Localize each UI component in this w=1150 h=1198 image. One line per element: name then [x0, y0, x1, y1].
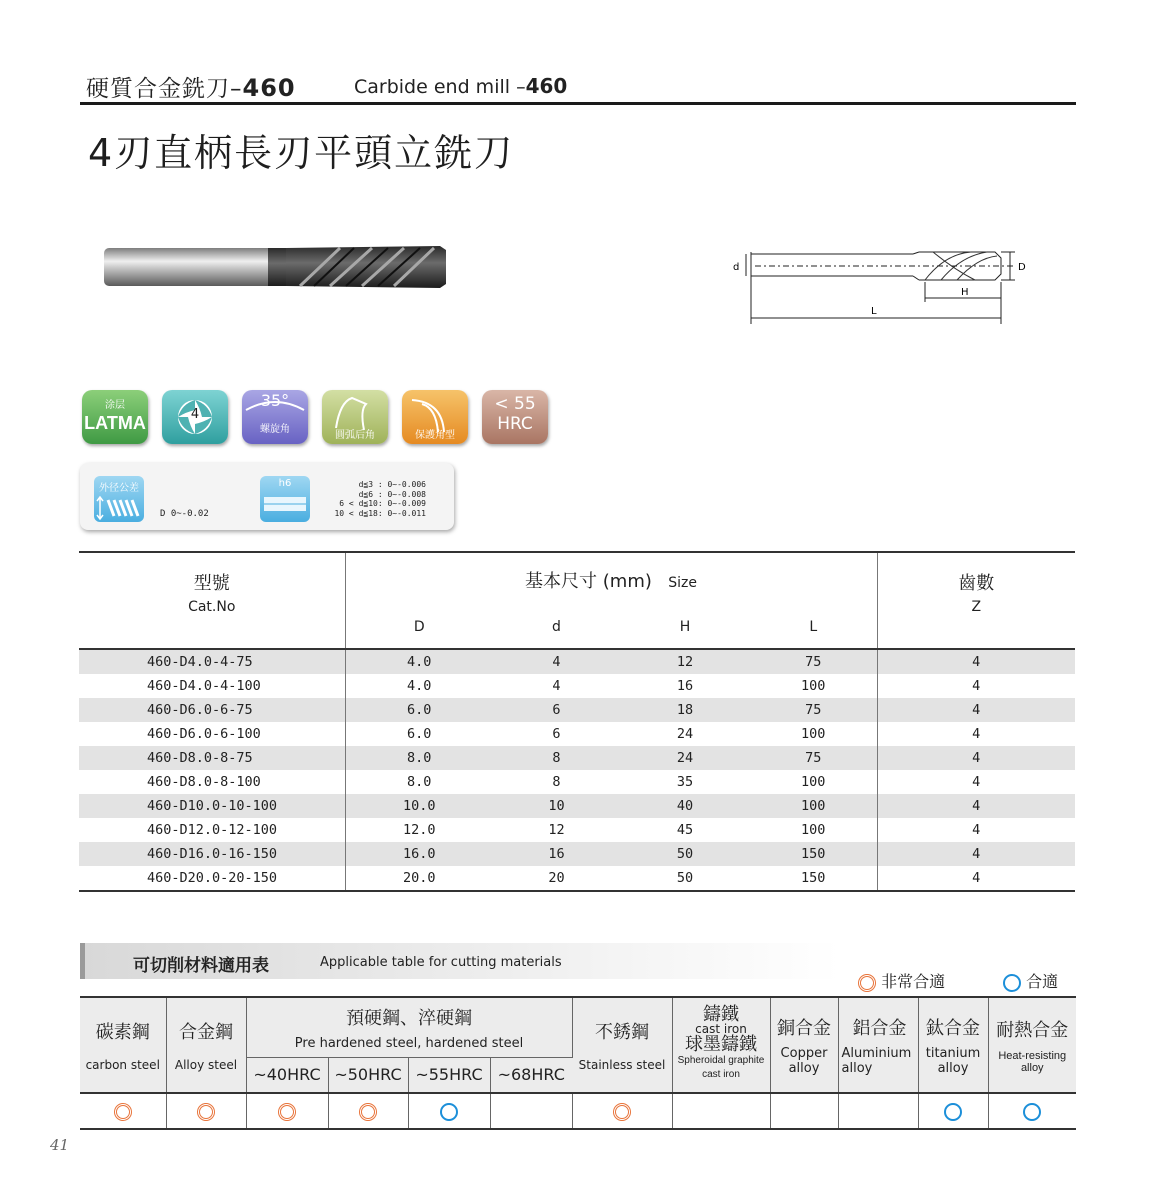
- helix-angle-caption: 螺旋角: [260, 424, 290, 435]
- very-suitable-icon: [197, 1103, 215, 1121]
- suitability-cell: [166, 1093, 246, 1129]
- copper-alloy-cn: 銅合金: [777, 1018, 831, 1039]
- D-cell: 12.0: [402, 822, 436, 838]
- alloy-steel-header: [166, 997, 246, 1093]
- cat-no-cell: 460-D10.0-10-100: [79, 794, 345, 818]
- suitability-cell: [918, 1093, 988, 1129]
- coating-label: LATMA: [84, 413, 146, 433]
- cat-no-header-en: Cat.No: [188, 599, 236, 615]
- flute-count-icon: [162, 390, 228, 444]
- outer-diameter-tolerance-icon: [94, 476, 144, 522]
- H-cell: 18: [620, 698, 750, 722]
- label-H: H: [961, 287, 969, 298]
- shank-tolerance-row: d≦6 : 0~-0.008: [358, 489, 426, 499]
- protection-angle-icon: [402, 390, 468, 444]
- cast-iron-header: [672, 997, 770, 1093]
- outer-tolerance-value: D 0~-0.02: [160, 509, 209, 519]
- L-cell: 100: [801, 678, 826, 694]
- titanium-alloy-en-1: titanium: [925, 1046, 981, 1061]
- materials-title-en: Applicable table for cutting materials: [320, 955, 562, 970]
- outer-tolerance-label: 外径公差: [99, 483, 139, 494]
- label-D: D: [1018, 262, 1026, 273]
- H-cell: 50: [676, 870, 694, 886]
- aluminium-alloy-en-1: Aluminium: [841, 1046, 912, 1061]
- helix-angle-value: 35°: [260, 391, 290, 410]
- teeth-cell: 4: [877, 698, 1075, 722]
- teeth-cell: 4: [877, 649, 1075, 674]
- hardened-steel-header: [246, 997, 572, 1057]
- teeth-cell: 4: [877, 818, 1075, 842]
- legend-suitable: [1003, 969, 1058, 992]
- dimension-drawing: [725, 240, 1035, 330]
- flute-count: 4: [190, 407, 200, 422]
- alloy-steel-cn: 合金鋼: [179, 1022, 233, 1043]
- suitability-cell: [672, 1093, 770, 1129]
- cat-no-cell: 460-D6.0-6-100: [79, 722, 345, 746]
- cat-no-cell: 460-D4.0-4-75: [79, 649, 345, 674]
- series-title-cn: [86, 70, 296, 103]
- hardness-icon: [482, 390, 548, 444]
- H-cell: 24: [676, 726, 694, 742]
- teeth-cell: 4: [877, 770, 1075, 794]
- D-cell: 10.0: [345, 794, 493, 818]
- D-cell: 16.0: [345, 842, 493, 866]
- teeth-cell: 4: [877, 842, 1075, 866]
- cat-no-header-cn: 型號: [193, 573, 230, 594]
- copper-alloy-en-2: alloy: [788, 1061, 820, 1076]
- coating-icon: [82, 390, 148, 444]
- copper-alloy-en-1: Copper: [780, 1046, 828, 1061]
- d-cell: 10: [493, 794, 620, 818]
- teeth-header: [877, 552, 1075, 649]
- very-suitable-icon: [613, 1103, 631, 1121]
- very-suitable-icon: [278, 1103, 296, 1121]
- D-cell: 20.0: [402, 870, 436, 886]
- aluminium-alloy-cn: 鋁合金: [852, 1018, 907, 1039]
- table-row: [79, 866, 1075, 891]
- table-row: [79, 818, 1075, 842]
- heat-resisting-alloy-en-2: alloy: [1020, 1062, 1044, 1074]
- L-cell: 150: [750, 842, 877, 866]
- series-title-en: [354, 74, 567, 98]
- shank-tolerance-row: 6 < d≦10: 0~-0.009: [339, 499, 426, 508]
- materials-table: [80, 996, 1076, 1130]
- D-cell: 6.0: [345, 698, 493, 722]
- very-suitable-icon: [858, 974, 876, 992]
- H-cell: 35: [676, 774, 694, 790]
- suitability-cell: [80, 1093, 166, 1129]
- cat-no-cell: 460-D16.0-16-150: [79, 842, 345, 866]
- D-cell: 6.0: [407, 726, 432, 742]
- header-divider: [80, 102, 1076, 105]
- cat-no-cell: 460-D6.0-6-75: [79, 698, 345, 722]
- grade-55hrc: ~55HRC: [408, 1057, 490, 1093]
- suitability-cell: [572, 1093, 672, 1129]
- series-model-en: 460: [525, 74, 568, 98]
- very-suitable-icon: [114, 1103, 132, 1121]
- teeth-cell: 4: [877, 746, 1075, 770]
- table-row: [79, 842, 1075, 866]
- d-cell: 8: [493, 746, 620, 770]
- suitable-icon: [1003, 974, 1021, 992]
- stainless-steel-header: [572, 997, 672, 1093]
- label-d: d: [733, 262, 740, 273]
- cat-no-header: [79, 552, 345, 649]
- D-cell: 4.0: [407, 678, 432, 694]
- suitability-cell: [246, 1093, 328, 1129]
- L-cell: 100: [750, 794, 877, 818]
- copper-alloy-header: [770, 997, 838, 1093]
- shank-tolerance-row: 10 < d≦18: 0~-0.011: [334, 508, 426, 518]
- very-suitable-icon: [359, 1103, 377, 1121]
- relief-angle-caption: 圓弧后角: [335, 430, 375, 441]
- product-title: 4刃直柄長刃平頭立銑刀: [88, 131, 515, 175]
- table-row: [79, 674, 1075, 698]
- L-cell: 75: [750, 746, 877, 770]
- table-row: [79, 770, 1075, 794]
- d-cell: 4: [493, 649, 620, 674]
- H-cell: 50: [620, 842, 750, 866]
- table-row: [79, 746, 1075, 770]
- relief-angle-icon: [322, 390, 388, 444]
- teeth-cell: 4: [877, 722, 1075, 746]
- shank-tolerance-table: [318, 480, 426, 518]
- aluminium-alloy-en-2: alloy: [841, 1061, 873, 1076]
- size-header-cn: 基本尺寸 (mm): [525, 570, 652, 592]
- carbon-steel-cn: 碳素鋼: [95, 1022, 150, 1043]
- suitability-cell: [838, 1093, 918, 1129]
- hardness-unit: HRC: [497, 414, 533, 434]
- shank-tolerance-row: d≦3 : 0~-0.006: [358, 480, 426, 489]
- d-cell: 8: [552, 774, 561, 790]
- series-prefix-cn: 硬質合金銑刀–: [86, 76, 243, 102]
- materials-title-edge: [80, 943, 85, 979]
- H-cell: 12: [620, 649, 750, 674]
- L-cell: 75: [750, 649, 877, 674]
- heat-resisting-alloy-en-1: Heat-resisting: [998, 1050, 1067, 1062]
- aluminium-alloy-header: [838, 997, 918, 1093]
- end-mill-photo: [100, 240, 460, 292]
- size-header: [345, 552, 877, 606]
- suitability-row: [80, 1093, 1076, 1129]
- carbon-steel-en: carbon steel: [85, 1058, 160, 1072]
- d-cell: 12: [548, 822, 565, 838]
- spec-table-body: [79, 649, 1075, 891]
- H-cell: 45: [676, 822, 694, 838]
- col-d: d: [552, 619, 561, 636]
- d-cell: 4: [552, 678, 561, 694]
- cast-iron-en: cast iron: [695, 1022, 747, 1036]
- helix-angle-icon: [242, 390, 308, 444]
- table-row: [79, 722, 1075, 746]
- d-cell: 16: [493, 842, 620, 866]
- suitable-icon: [440, 1103, 458, 1121]
- teeth-cell: 4: [877, 674, 1075, 698]
- page-number: 41: [50, 1136, 70, 1154]
- legend-very-suitable: [858, 969, 945, 992]
- titanium-alloy-en-2: alloy: [937, 1061, 969, 1076]
- legend-very-suitable-label: 非常合適: [881, 972, 946, 991]
- alloy-steel-en: Alloy steel: [174, 1058, 238, 1072]
- suitability-cell: [408, 1093, 490, 1129]
- ductile-iron-cn: 球墨鑄鐵: [685, 1034, 757, 1055]
- D-cell: 4.0: [345, 649, 493, 674]
- hardened-steel-en: Pre hardened steel, hardened steel: [294, 1035, 524, 1051]
- suitability-cell: [770, 1093, 838, 1129]
- suitability-cell: [988, 1093, 1076, 1129]
- label-L: L: [871, 306, 877, 317]
- col-D: D: [413, 619, 425, 636]
- grade-68hrc: ~68HRC: [497, 1065, 565, 1085]
- heat-resisting-alloy-cn: 耐熱合金: [996, 1020, 1069, 1041]
- coating-top: 涂层: [105, 400, 125, 411]
- col-L: L: [809, 619, 818, 636]
- L-cell: 150: [801, 870, 826, 886]
- suitability-cell: [328, 1093, 408, 1129]
- hardness-limit: < 55: [494, 394, 536, 414]
- stainless-steel-cn: 不銹鋼: [595, 1022, 649, 1043]
- hardened-steel-cn: 預硬鋼、淬硬鋼: [346, 1007, 472, 1029]
- teeth-cell: 4: [877, 794, 1075, 818]
- protection-angle-caption: 保護角型: [415, 430, 455, 441]
- materials-title-cn: 可切削材料適用表: [133, 956, 269, 976]
- L-cell: 100: [801, 822, 826, 838]
- size-header-en: Size: [668, 574, 697, 591]
- grade-40hrc: ~40HRC: [246, 1057, 328, 1093]
- legend-suitable-label: 合適: [1026, 972, 1059, 991]
- cat-no-cell: 460-D12.0-12-100: [79, 818, 345, 842]
- cat-no-cell: 460-D4.0-4-100: [79, 674, 345, 698]
- H-cell: 16: [676, 678, 694, 694]
- stainless-steel-en: Stainless steel: [578, 1058, 666, 1072]
- cat-no-cell: 460-D20.0-20-150: [79, 866, 345, 891]
- tolerance-panel: [80, 463, 454, 530]
- series-model-cn: 460: [242, 74, 296, 102]
- L-cell: 100: [801, 774, 826, 790]
- d-cell: 6: [552, 726, 561, 742]
- L-cell: 100: [801, 726, 826, 742]
- L-cell: 75: [750, 698, 877, 722]
- cat-no-cell: 460-D8.0-8-75: [79, 746, 345, 770]
- cat-no-cell: 460-D8.0-8-100: [79, 770, 345, 794]
- H-cell: 24: [620, 746, 750, 770]
- teeth-cell: 4: [877, 866, 1075, 891]
- teeth-header-en: Z: [971, 599, 982, 615]
- D-cell: 8.0: [345, 746, 493, 770]
- suitable-icon: [1023, 1103, 1041, 1121]
- d-cell: 20: [548, 870, 565, 886]
- suitability-cell: [490, 1093, 572, 1129]
- teeth-header-cn: 齒數: [958, 573, 995, 594]
- d-cell: 6: [493, 698, 620, 722]
- table-row: [79, 649, 1075, 674]
- shank-tolerance-icon: [260, 476, 310, 522]
- titanium-alloy-header: [918, 997, 988, 1093]
- carbon-steel-header: [80, 997, 166, 1093]
- D-cell: 8.0: [407, 774, 432, 790]
- table-row: [79, 698, 1075, 722]
- col-H: H: [679, 619, 691, 636]
- titanium-alloy-cn: 鈦合金: [926, 1018, 980, 1039]
- table-row: [79, 794, 1075, 818]
- H-cell: 40: [620, 794, 750, 818]
- grade-50hrc: ~50HRC: [328, 1057, 408, 1093]
- heat-resisting-alloy-header: [988, 997, 1076, 1093]
- cast-iron-cn: 鑄鐵: [703, 1004, 739, 1025]
- ductile-iron-en-1: Spheroidal graphite: [677, 1055, 765, 1066]
- ductile-iron-en-2: cast iron: [702, 1069, 740, 1080]
- suitable-icon: [944, 1103, 962, 1121]
- series-prefix-en: Carbide end mill –: [354, 76, 526, 98]
- spec-table: [79, 551, 1075, 892]
- shank-tolerance-label: h6: [278, 478, 292, 489]
